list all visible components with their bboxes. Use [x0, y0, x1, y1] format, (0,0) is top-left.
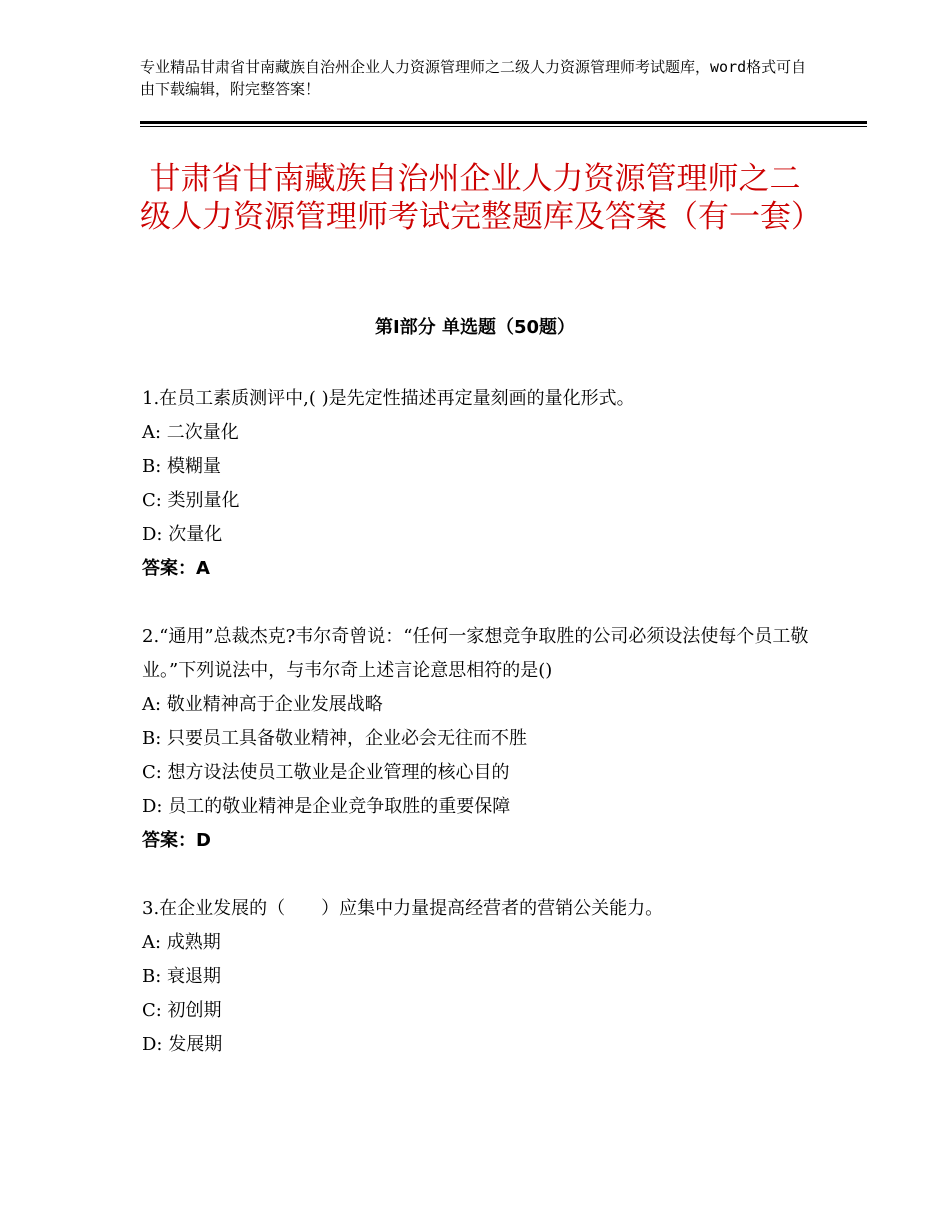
option-b: B: 衰退期 — [142, 966, 222, 987]
header-note: 专业精品甘肃省甘南藏族自治州企业人力资源管理师之二级人力资源管理师考试题库，word格式可自由下载编辑，附完整答案！ — [140, 58, 807, 98]
document-title: 甘肃省甘南藏族自治州企业人力资源管理师之二级人力资源管理师考试完整题库及答案（有一套） — [140, 161, 822, 235]
question-3 — [142, 892, 812, 1062]
option-a: A: 敬业精神高于企业发展战略 — [142, 694, 383, 715]
question-stem: 2.“通用”总裁杰克?韦尔奇曾说：“任何一家想竞争取胜的公司必须设法使每个员工敬业。”下列说法中，与韦尔奇上述言论意思相符的是() — [142, 626, 809, 681]
question-spacer — [142, 858, 812, 892]
question-2 — [142, 620, 812, 858]
option-d: D: 次量化 — [142, 524, 223, 545]
option-d: D: 员工的敬业精神是企业竞争取胜的重要保障 — [142, 796, 511, 817]
header-rule-thick — [140, 121, 867, 124]
answer: 答案：D — [142, 830, 211, 851]
option-c: C: 想方设法使员工敬业是企业管理的核心目的 — [142, 762, 510, 783]
option-c: C: 初创期 — [142, 1000, 222, 1021]
option-d: D: 发展期 — [142, 1034, 223, 1055]
option-a: A: 二次量化 — [142, 422, 239, 443]
question-list — [142, 382, 812, 1062]
question-stem: 1.在员工素质测评中,( )是先定性描述再定量刻画的量化形式。 — [142, 388, 635, 409]
option-b: B: 只要员工具备敬业精神，企业必会无往而不胜 — [142, 728, 528, 749]
header-rule-thin — [140, 126, 867, 127]
answer: 答案：A — [142, 558, 210, 579]
question-1 — [142, 382, 812, 586]
option-c: C: 类别量化 — [142, 490, 240, 511]
option-a: A: 成熟期 — [142, 932, 221, 953]
section-heading: 第Ⅰ部分 单选题（50题） — [374, 317, 575, 338]
question-stem: 3.在企业发展的（ ）应集中力量提高经营者的营销公关能力。 — [142, 898, 664, 919]
option-b: B: 模糊量 — [142, 456, 222, 477]
question-spacer — [142, 586, 812, 620]
